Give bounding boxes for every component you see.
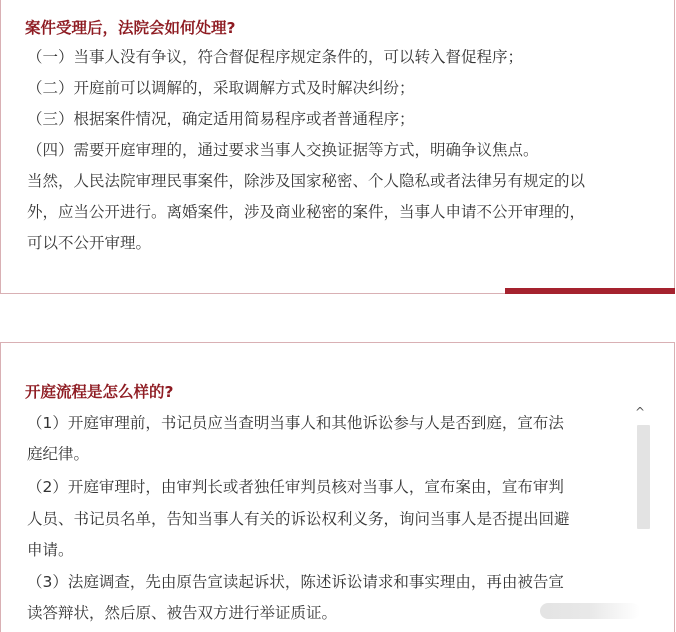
section1-line: （三）根据案件情况，确定适用简易程序或者普通程序； <box>27 110 415 128</box>
accent-bar <box>505 288 675 294</box>
section1-title: 案件受理后，法院会如何处理? <box>25 19 236 37</box>
section1-line: （一）当事人没有争议，符合督促程序规定条件的，可以转入督促程序； <box>27 48 524 66</box>
section2-line: 人员、书记员名单，告知当事人有关的诉讼权利义务，询问当事人是否提出回避 <box>27 510 570 528</box>
scroll-thumb[interactable] <box>637 425 650 529</box>
section2-title: 开庭流程是怎么样的? <box>25 383 174 401</box>
section2-line: 读答辩状，然后原、被告双方进行举证质证。 <box>27 604 338 622</box>
section1-line: 可以不公开审理。 <box>27 234 152 252</box>
watermark-blur <box>540 603 640 619</box>
section1-line: （四）需要开庭审理的，通过要求当事人交换证据等方式，明确争议焦点。 <box>27 141 539 159</box>
section2-line: 庭纪律。 <box>27 445 90 463</box>
section2-line: 申请。 <box>27 541 74 559</box>
section2-line: （3）法庭调查，先由原告宣读起诉状，陈述诉讼请求和事实理由，再由被告宣 <box>27 573 564 591</box>
section1-line: 当然，人民法院审理民事案件，除涉及国家秘密、个人隐私或者法律另有规定的以 <box>27 172 586 190</box>
section2-line: （2）开庭审理时，由审判长或者独任审判员核对当事人，宣布案由，宣布审判 <box>27 478 564 496</box>
section1-line: 外，应当公开进行。离婚案件，涉及商业秘密的案件，当事人申请不公开审理的， <box>27 203 586 221</box>
section2-line: （1）开庭审理前，书记员应当查明当事人和其他诉讼参与人是否到庭，宣布法 <box>27 414 564 432</box>
section1-line: （二）开庭前可以调解的，采取调解方式及时解决纠纷； <box>27 79 415 97</box>
chevron-up-icon[interactable]: ^ <box>634 405 646 419</box>
scrollbar[interactable] <box>631 403 651 533</box>
